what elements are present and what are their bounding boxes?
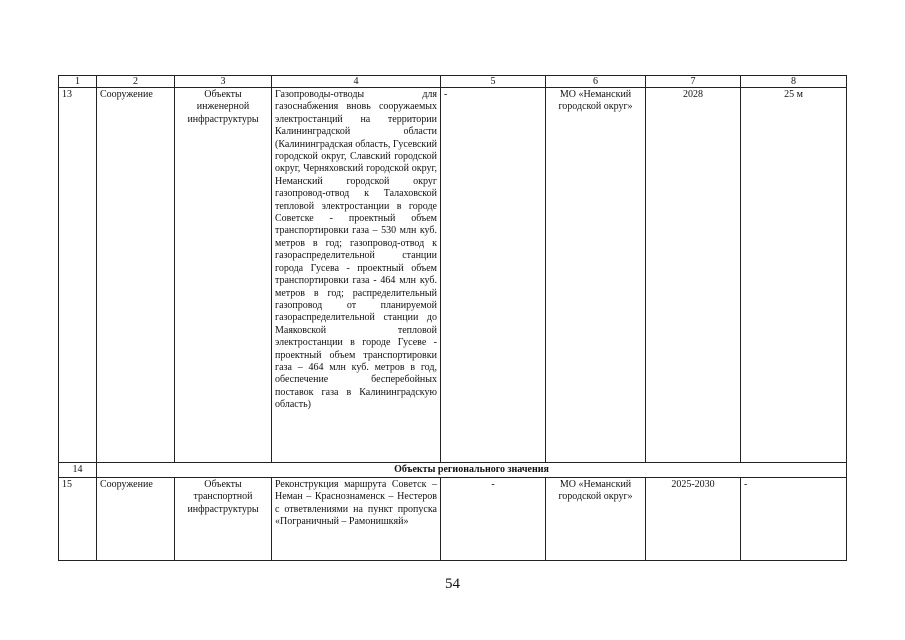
page-number: 54 <box>445 576 460 592</box>
header-col-6: 6 <box>546 76 646 88</box>
object-category: Объекты инженерной инфраструктуры <box>175 88 272 463</box>
header-col-2: 2 <box>97 76 175 88</box>
header-col-5: 5 <box>441 76 546 88</box>
row-number: 13 <box>59 88 97 463</box>
section-row <box>59 463 847 478</box>
header-col-4: 4 <box>272 76 441 88</box>
object-type: Сооружение <box>97 478 175 561</box>
row-number: 14 <box>59 463 97 478</box>
document-table <box>58 75 847 561</box>
object-category: Объекты транспортной инфраструктуры <box>175 478 272 561</box>
object-description: Реконструкция маршрута Советск – Неман – Краснознаменск – Нестеров с ответвлениями на пункт пропуска «Пограничный – Рамонишкяй» <box>272 478 441 561</box>
header-col-1: 1 <box>59 76 97 88</box>
row-number: 15 <box>59 478 97 561</box>
header-row <box>59 76 847 88</box>
zone: 25 м <box>741 88 847 463</box>
period: 2025-2030 <box>646 478 741 561</box>
zone: - <box>741 478 847 561</box>
object-description: Газопроводы-отводы для газоснабжения вновь сооружаемых электростанций на территории Калининградской области (Калининградская область, Гусевский городской округ, Славский городской округ, Черняховский городской округ, Неманский городской округ газопровод-отвод к Талаховской тепловой электростанции в городе Советске - проектный объем транспортировки газа – 530 млн куб. метров в год; газопровод-отвод к газораспределительной станции города Гусева - проектный объем транспортировки газа - 464 млн куб. метров в год; распределительный газопровод от планируемой газораспределительной станции до Маяковской тепловой электростанции в городе Гусеве - проектный объем транспортировки газа – 464 млн куб. метров в год, обеспечение бесперебойных поставок газа в Калининградскую область) <box>272 88 441 463</box>
col5-value: - <box>441 88 546 463</box>
header-col-8: 8 <box>741 76 847 88</box>
period: 2028 <box>646 88 741 463</box>
table-row <box>59 88 847 463</box>
header-col-7: 7 <box>646 76 741 88</box>
municipality: МО «Неманский городской округ» <box>546 88 646 463</box>
object-type: Сооружение <box>97 88 175 463</box>
municipality: МО «Неманский городской округ» <box>546 478 646 561</box>
table-row <box>59 478 847 561</box>
section-title: Объекты регионального значения <box>97 463 847 478</box>
col5-value: - <box>441 478 546 561</box>
header-col-3: 3 <box>175 76 272 88</box>
